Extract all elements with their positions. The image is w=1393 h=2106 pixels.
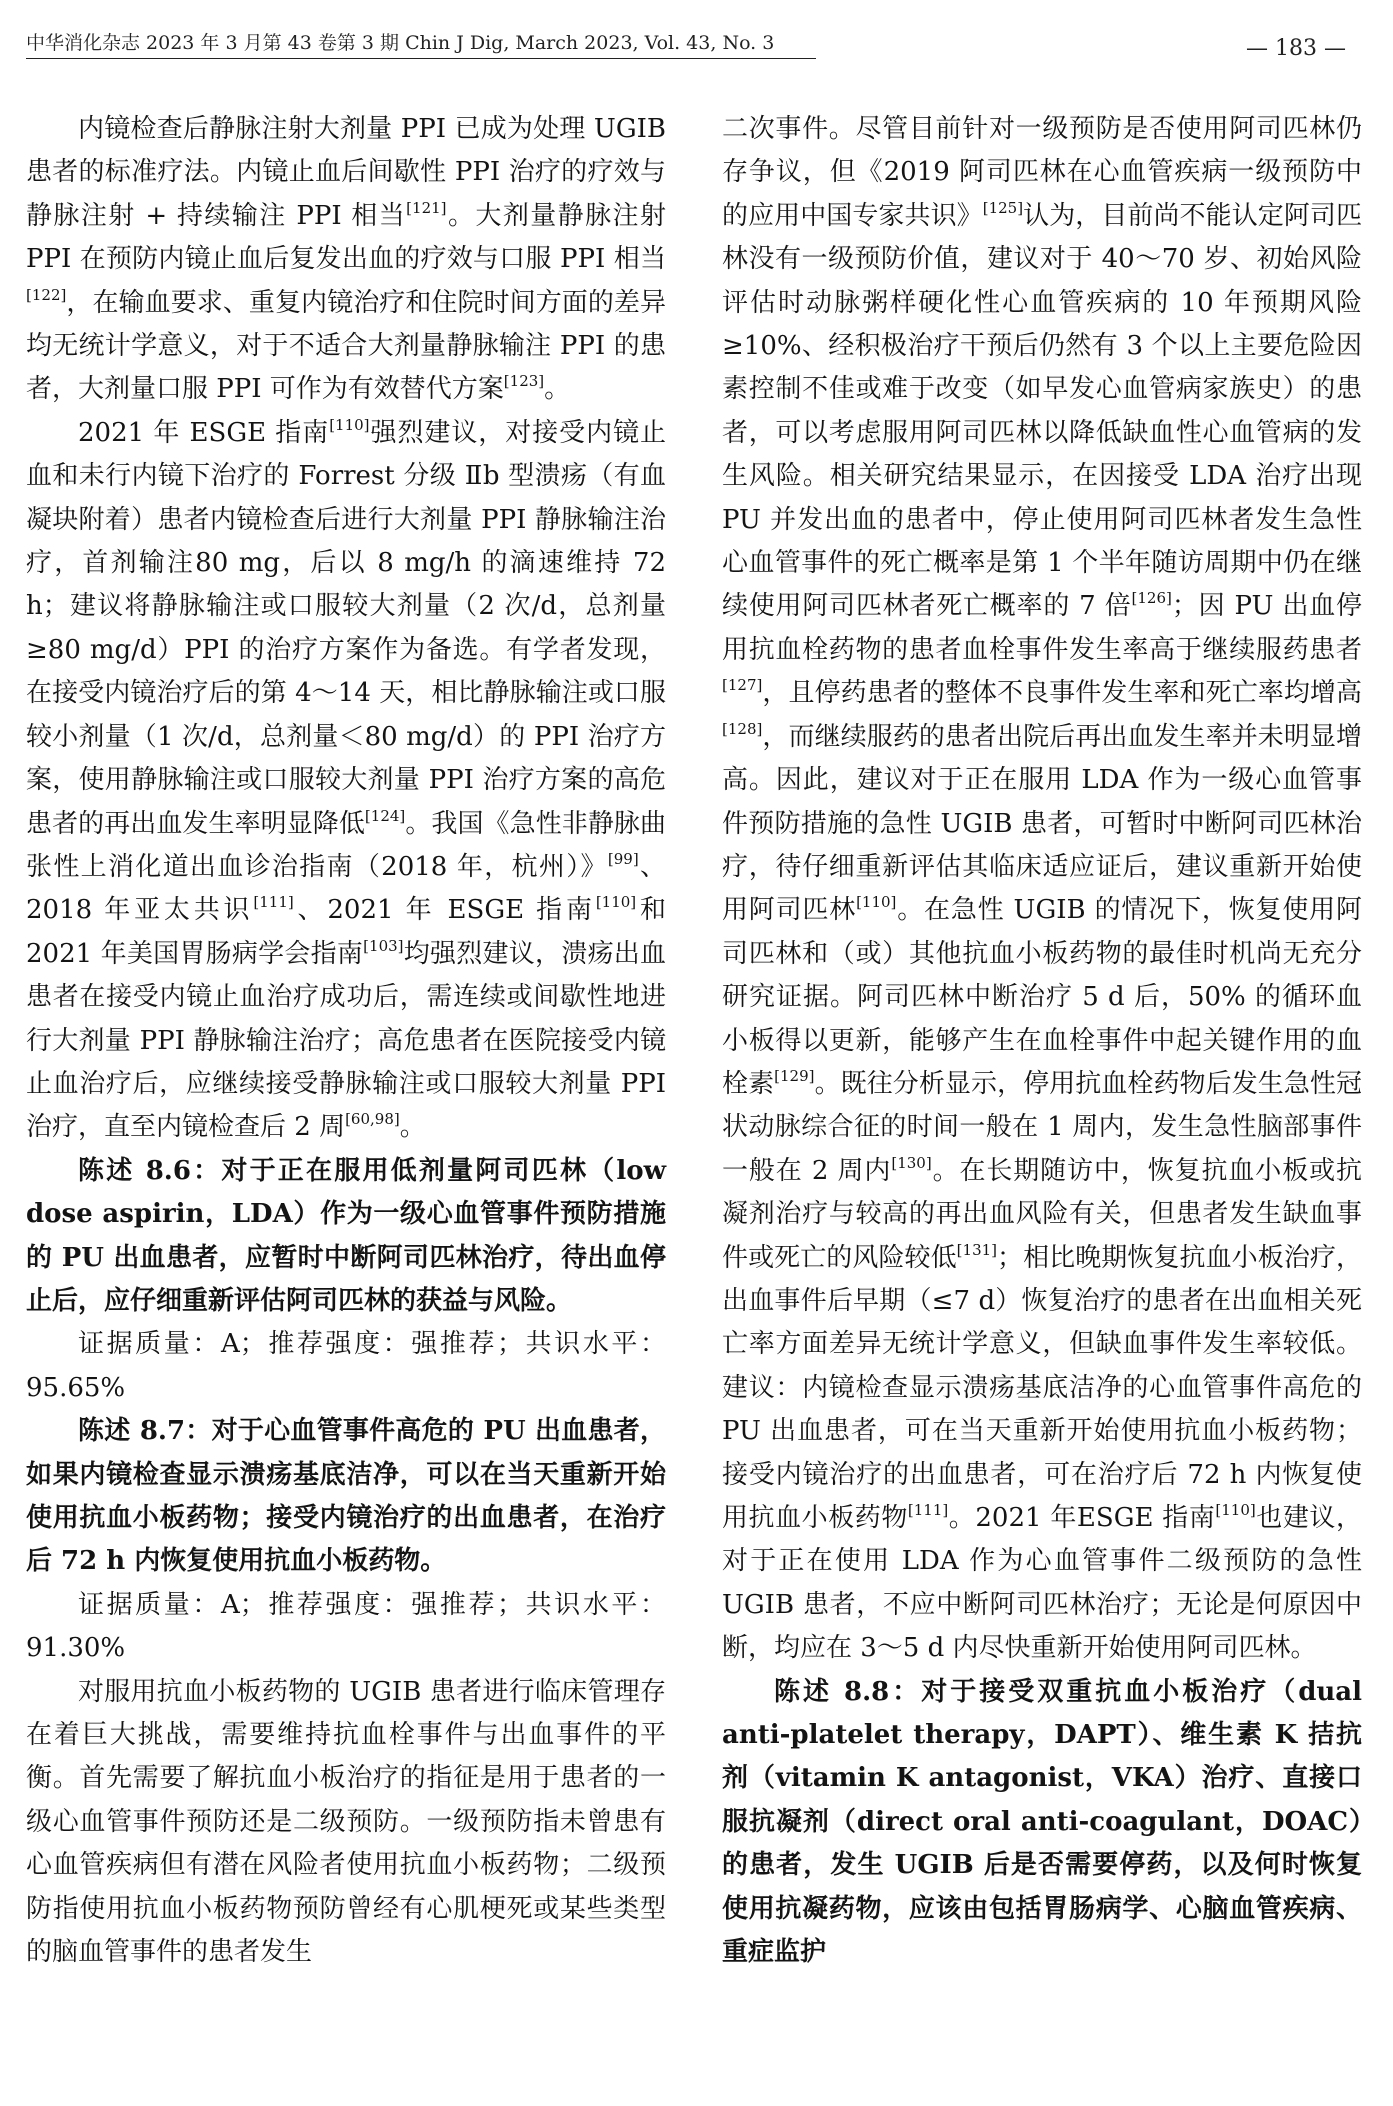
- statement-8-7: 陈述 8.7：对于心血管事件高危的 PU 出血患者，如果内镜检查显示溃疡基底洁净，可以在当天重新开始使用抗血小板药物；接受内镜治疗的出血患者，在治疗后 72 h 内恢复使用抗血小板药物。: [26, 1416, 666, 1577]
- running-header: [26, 24, 1356, 64]
- citation-ref: [126]: [1131, 589, 1172, 608]
- citation-ref: [131]: [956, 1240, 998, 1259]
- citation-ref: [129]: [774, 1066, 815, 1085]
- page-number: — 183 —: [1246, 36, 1346, 61]
- evidence-quality: 证据质量：A；推荐强度：强推荐；共识水平：95.65%: [26, 1329, 666, 1403]
- citation-ref: [130]: [891, 1153, 932, 1172]
- journal-citation-line: 中华消化杂志 2023 年 3 月第 43 卷第 3 期 Chin J Dig, March 2023, Vol. 43, No. 3: [26, 32, 775, 54]
- citation-ref: [111]: [253, 893, 294, 912]
- paragraph: 对服用抗血小板药物的 UGIB 患者进行临床管理存在着巨大挑战，需要维持抗血栓事件与出血事件的平衡。首先需要了解抗血小板治疗的指征是用于患者的一级心血管事件预防还是二级预防。一级预防指未曾患有心血管疾病但有潜在风险者使用抗血小板药物；二级预防指使用抗血小板药物预防曾经有心肌梗死或某些类型的脑血管事件的患者发生: [26, 1676, 666, 1968]
- statement-8-6: 陈述 8.6：对于正在服用低剂量阿司匹林（low dose aspirin，LDA）作为一级心血管事件预防措施的 PU 出血患者，应暂时中断阿司匹林治疗，待出血停止后，应仔细重新评估阿司匹林的获益与风险。: [26, 1155, 666, 1316]
- left-column: [26, 108, 666, 1974]
- citation-ref: [127]: [722, 676, 763, 695]
- citation-ref: [110]: [856, 893, 897, 912]
- citation-ref: [121]: [406, 198, 447, 217]
- right-column: [722, 108, 1362, 1974]
- paragraph: 二次事件。尽管目前针对一级预防是否使用阿司匹林仍存争议，但《2019 阿司匹林在心血管疾病一级预防中的应用中国专家共识》[125]认为，目前尚不能认定阿司匹林没有一级预防价值，建议对于 40～70 岁、初始风险评估时动脉粥样硬化性心血管疾病的 10 年预期风险≥10%、经积极治疗干预后仍然有 3 个以上主要危险因素控制不佳或难于改变（如早发心血管病家族史）的患者，可以考虑服用阿司匹林以降低缺血性心血管病的发生风险。相关研究结果显示，在因接受 LDA 治疗出现 PU 并发出血的患者中，停止使用阿司匹林者发生急性心血管事件的死亡概率是第 1 个半年随访周期中仍在继续使用阿司匹林者死亡概率的 7 倍[126]；因 PU 出血停用抗血栓药物的患者血栓事件发生率高于继续服药患者[127]，且停药患者的整体不良事件发生率和死亡率均增高[128]，而继续服药的患者出院后再出血发生率并未明显增高。因此，建议对于正在服用 LDA 作为一级心血管事件预防措施的急性 UGIB 患者，可暂时中断阿司匹林治疗，待仔细重新评估其临床适应证后，建议重新开始使用阿司匹林[110]。在急性 UGIB 的情况下，恢复使用阿司匹林和（或）其他抗血小板药物的最佳时机尚无充分研究证据。阿司匹林中断治疗 5 d 后，50% 的循环血小板得以更新，能够产生在血栓事件中起关键作用的血栓素[129]。既往分析显示，停用抗血栓药物后发生急性冠状动脉综合征的时间一般在 1 周内，发生急性脑部事件一般在 2 周内[130]。在长期随访中，恢复抗血小板或抗凝剂治疗与较高的再出血风险有关，但患者发生缺血事件或死亡的风险较低[131]；相比晚期恢复抗血小板治疗，出血事件后早期（≤7 d）恢复治疗的患者在出血相关死亡率方面差异无统计学意义，但缺血事件发生率较低。建议：内镜检查显示溃疡基底洁净的心血管事件高危的 PU 出血患者，可在当天重新开始使用抗血小板药物；接受内镜治疗的出血患者，可在治疗后 72 h 内恢复使用抗血小板药物[111]。2021 年ESGE 指南[110]也建议，对于正在使用 LDA 作为心血管事件二级预防的急性 UGIB 患者，不应中断阿司匹林治疗；无论是何原因中断，均应在 3～5 d 内尽快重新开始使用阿司匹林。: [722, 114, 1363, 1664]
- citation-ref: [125]: [982, 198, 1024, 217]
- paragraph: 内镜检查后静脉注射大剂量 PPI 已成为处理 UGIB 患者的标准疗法。内镜止血后间歇性 PPI 治疗的疗效与静脉注射 + 持续输注 PPI 相当[121]。大剂量静脉注射 PPI 在预防内镜止血后复发出血的疗效与口服 PPI 相当[122]，在输血要求、重复内镜治疗和住院时间方面的差异均无统计学意义，对于不适合大剂量静脉输注 PPI 的患者，大剂量口服 PPI 可作为有效替代方案[123]。: [26, 114, 666, 405]
- citation-ref: [123]: [503, 372, 545, 391]
- paragraph: 2021 年 ESGE 指南[110]强烈建议，对接受内镜止血和未行内镜下治疗的 Forrest 分级 Ⅱb 型溃疡（有血凝块附着）患者内镜检查后进行大剂量 PPI 静脉输注治疗，首剂输注80 mg，后以 8 mg/h 的滴速维持 72 h；建议将静脉输注或口服较大剂量（2 次/d，总剂量≥80 mg/d）PPI 的治疗方案作为备选。有学者发现，在接受内镜治疗后的第 4～14 天，相比静脉输注或口服较小剂量（1 次/d，总剂量＜80 mg/d）的 PPI 治疗方案，使用静脉输注或口服较大剂量 PPI 治疗方案的高危患者的再出血发生率明显降低[124]。我国《急性非静脉曲张性上消化道出血诊治指南（2018 年，杭州）》[99]、2018 年亚太共识[111]、2021 年 ESGE 指南[110]和 2021 年美国胃肠病学会指南[103]均强烈建议，溃疡出血患者在接受内镜止血治疗成功后，需连续或间歇性地进行大剂量 PPI 静脉输注治疗；高危患者在医院接受内镜止血治疗后，应继续接受静脉输注或口服较大剂量 PPI 治疗，直至内镜检查后 2 周[60,98]。: [26, 415, 666, 1143]
- statement-8-8: 陈述 8.8：对于接受双重抗血小板治疗（dual anti-platelet therapy，DAPT）、维生素 K 拮抗剂（vitamin K antagonist，VKA）治疗、直接口服抗凝剂（direct oral anti-coagulant，DOAC）的患者，发生 UGIB 后是否需要停药，以及何时恢复使用抗凝药物，应该由包括胃肠病学、心脑血管疾病、重症监护: [722, 1676, 1362, 1968]
- citation-ref: [99]: [607, 849, 639, 868]
- citation-ref: [60,98]: [345, 1110, 400, 1129]
- citation-ref: [103]: [363, 936, 404, 955]
- header-rule: [26, 58, 816, 59]
- evidence-quality: 证据质量：A；推荐强度：强推荐；共识水平：91.30%: [26, 1589, 666, 1664]
- citation-ref: [128]: [722, 719, 763, 738]
- citation-ref: [111]: [907, 1501, 949, 1519]
- citation-ref: [110]: [595, 893, 637, 912]
- citation-ref: [110]: [329, 415, 370, 434]
- citation-ref: [110]: [1215, 1501, 1256, 1519]
- citation-ref: [124]: [364, 806, 406, 825]
- citation-ref: [122]: [26, 285, 67, 304]
